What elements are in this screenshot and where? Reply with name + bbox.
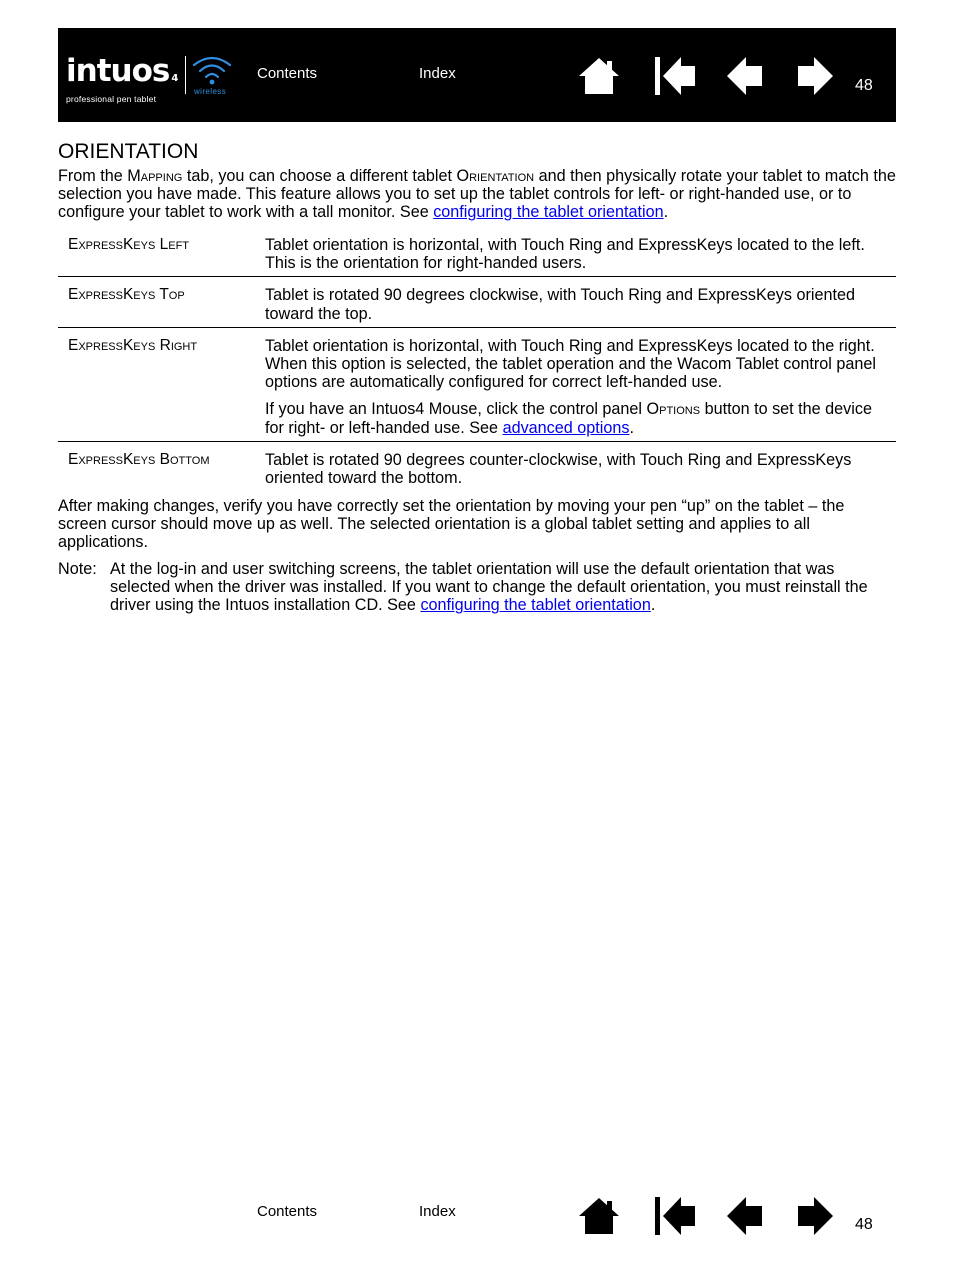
options-term: Options — [646, 400, 701, 419]
note-label: Note: — [58, 560, 97, 578]
first-page-icon[interactable] — [654, 1196, 696, 1236]
first-page-icon[interactable] — [654, 56, 696, 96]
advanced-options-link[interactable]: advanced options — [502, 418, 630, 437]
page-title: ORIENTATION — [58, 140, 199, 163]
option-name: ExpressKeys Bottom — [58, 441, 265, 491]
table-row — [58, 441, 896, 491]
home-icon[interactable] — [578, 56, 620, 96]
after-paragraph: After making changes, verify you have correctly set the orientation by moving your pen “up” on the tablet – the screen cursor should move up as well. The selected orientation is a global tablet setting and applies to all applications. — [58, 497, 845, 552]
header-bar — [58, 28, 896, 122]
page-number: 48 — [855, 1216, 873, 1233]
footer-nav — [58, 1190, 896, 1250]
wireless-icon — [191, 54, 233, 86]
configuring-orientation-link[interactable]: configuring the tablet orientation — [420, 596, 651, 615]
page-number: 48 — [855, 77, 873, 94]
index-link[interactable]: Index — [419, 1203, 456, 1220]
extra-text: . — [629, 418, 634, 437]
intro-text: . — [663, 203, 669, 222]
option-description-cell — [265, 327, 896, 441]
logo-version: 4 — [171, 73, 178, 84]
next-page-icon[interactable] — [796, 1196, 834, 1236]
intro-text: and then physically rotate your tablet to match the selection you have made. This feature allows you to set up the tablet controls for left- or right-handed use, or to configure your tablet to work with a tall monitor. See — [58, 167, 896, 222]
extra-text: If you have an Intuos4 Mouse, click the control panel — [265, 400, 647, 419]
option-description: Tablet is rotated 90 degrees clockwise, with Touch Ring and ExpressKeys oriented toward the top. — [265, 277, 896, 327]
index-link[interactable]: Index — [419, 65, 456, 82]
next-page-icon[interactable] — [796, 56, 834, 96]
logo-divider — [185, 56, 186, 94]
option-name: ExpressKeys Right — [58, 327, 265, 441]
orientation-options-table — [58, 233, 896, 491]
contents-link[interactable]: Contents — [257, 1203, 318, 1220]
option-description: Tablet is rotated 90 degrees counter-clockwise, with Touch Ring and ExpressKeys oriented toward the bottom. — [265, 441, 896, 491]
note-body: At the log-in and user switching screens, the tablet orientation will use the default orientation that was selected when the driver was installed. If you want to change the default orientation, you must reinstall the driver using the Intuos installation CD. See — [110, 560, 868, 615]
logo-wireless: wireless — [194, 87, 227, 96]
table-row — [58, 233, 896, 277]
configuring-orientation-link[interactable]: configuring the tablet orientation — [433, 203, 664, 222]
home-icon[interactable] — [578, 1196, 620, 1236]
intro-text: From the — [58, 167, 128, 185]
option-description: Tablet orientation is horizontal, with Touch Ring and ExpressKeys located to the right. When this option is selected, the tablet operation and the Wacom Tablet control panel options are automatically configured for correct left-handed use. — [265, 336, 876, 392]
table-row — [58, 277, 896, 327]
logo-subtitle: professional pen tablet — [66, 94, 157, 104]
contents-link[interactable]: Contents — [257, 65, 318, 82]
note-end: . — [650, 596, 656, 615]
intro-text: tab, you can choose a different tablet — [182, 167, 457, 185]
intuos-logo — [66, 54, 177, 104]
option-description: Tablet orientation is horizontal, with Touch Ring and ExpressKeys located to the left. This is the orientation for right-handed users. — [265, 236, 865, 273]
option-description-extra — [265, 400, 886, 436]
extra-text: button to set the device for right- or left-handed use. See — [265, 400, 872, 437]
previous-page-icon[interactable] — [726, 56, 764, 96]
orientation-term: Orientation — [456, 167, 535, 185]
table-row — [58, 327, 896, 441]
option-name: ExpressKeys Top — [58, 277, 265, 327]
option-name: ExpressKeys Left — [68, 236, 190, 253]
note-text — [110, 560, 896, 615]
mapping-term: Mapping — [127, 167, 183, 185]
note-block — [58, 560, 896, 615]
logo-word: intuos — [66, 53, 170, 89]
intro-paragraph — [58, 167, 896, 222]
previous-page-icon[interactable] — [726, 1196, 764, 1236]
